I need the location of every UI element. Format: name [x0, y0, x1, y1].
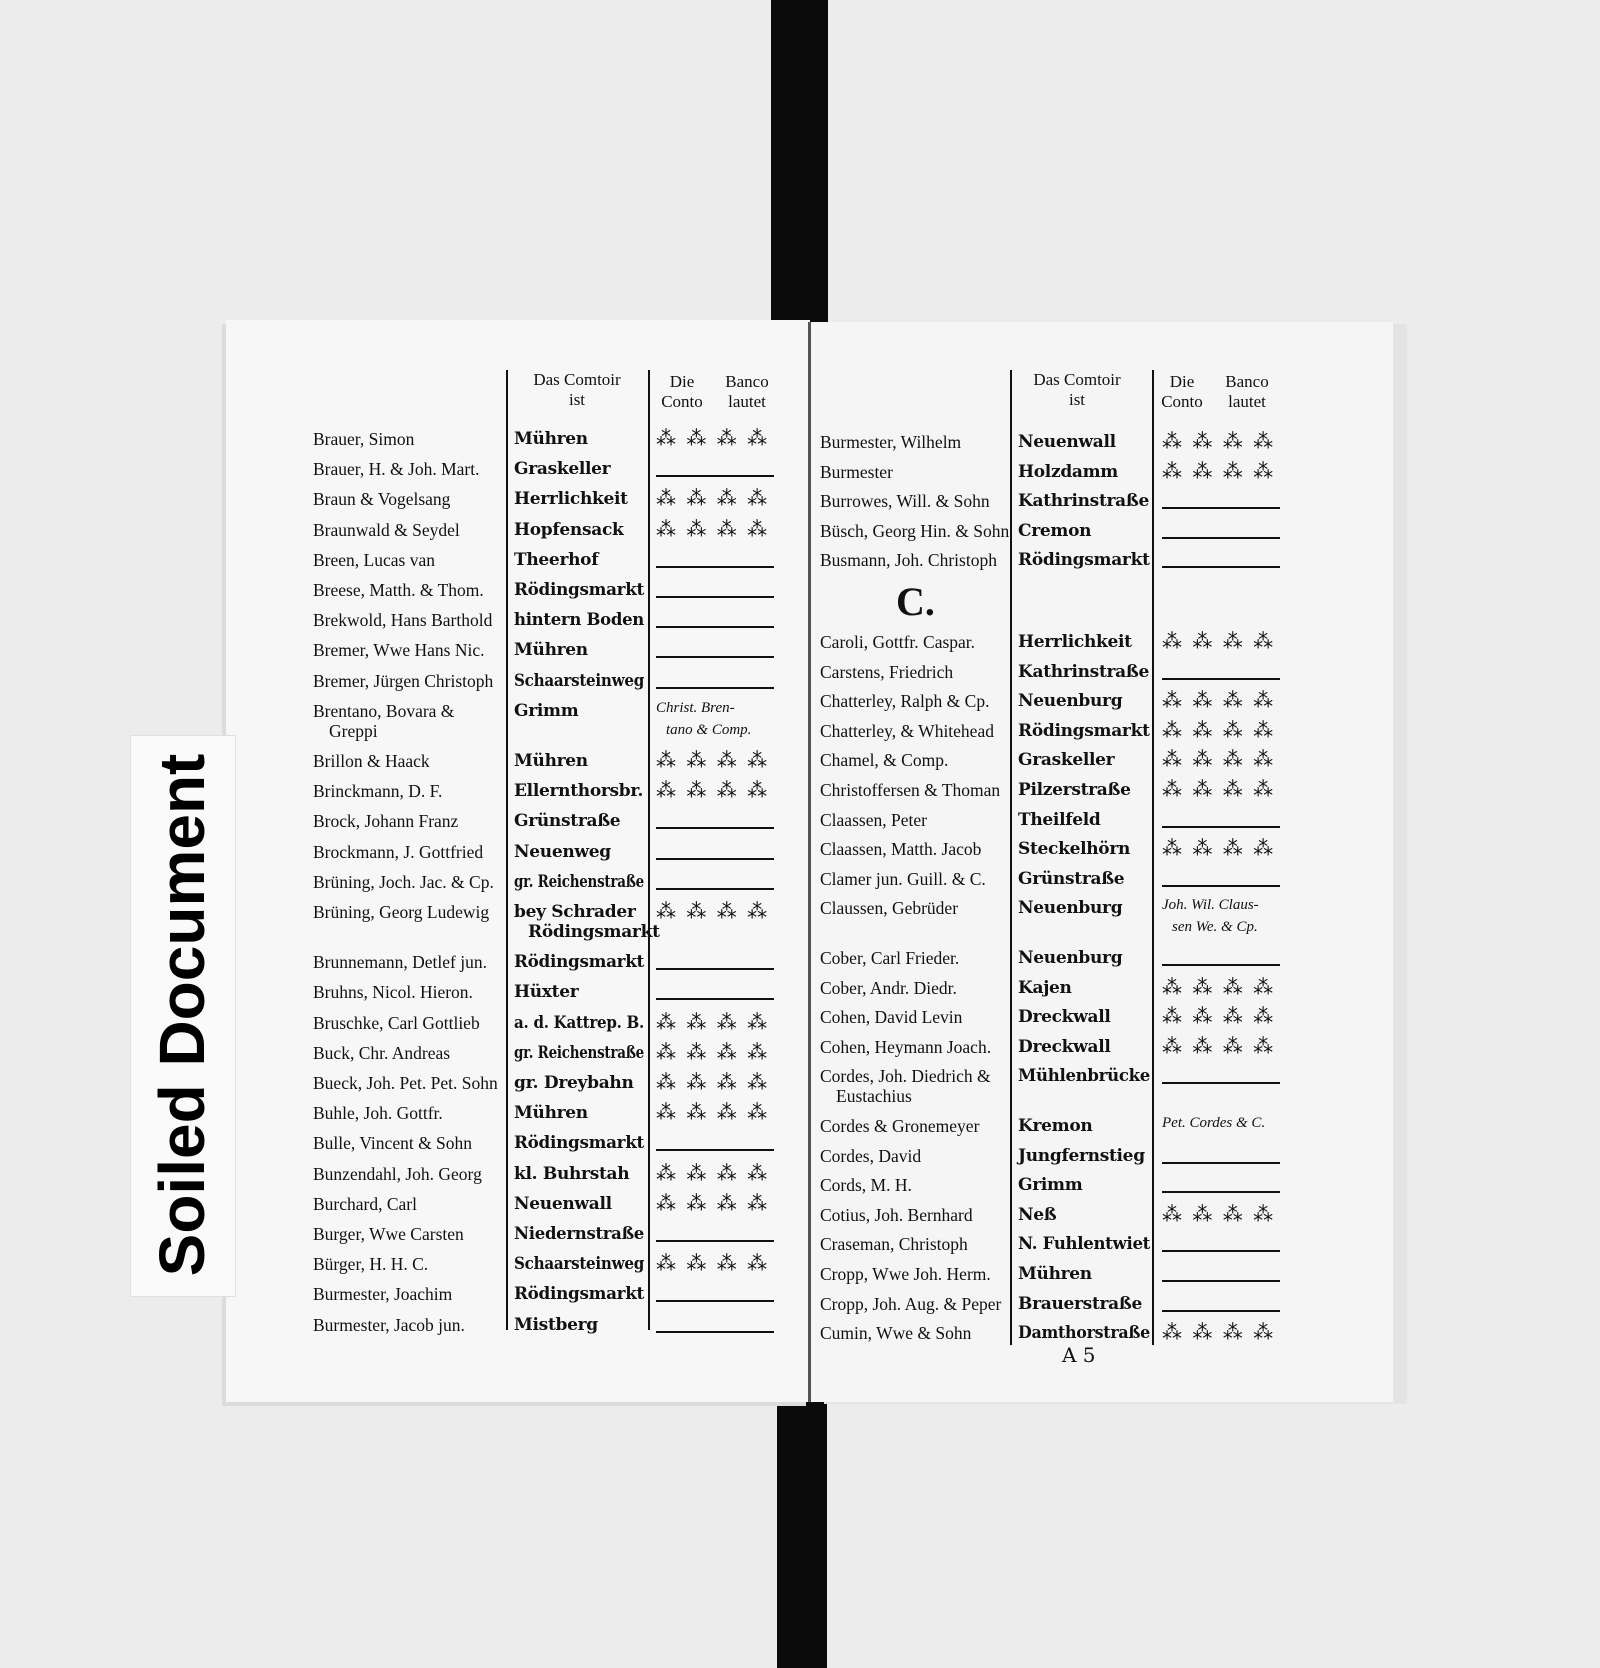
table-row — [313, 483, 786, 513]
comtoir-street: Steckelhörn — [1018, 839, 1131, 859]
header-lautet-label: lautet — [728, 392, 766, 411]
book-gutter — [808, 322, 811, 1402]
banco-dash — [1162, 566, 1280, 568]
merchant-name: Brauer, Simon — [313, 429, 415, 449]
merchant-name: Cordes & Gronemeyer — [820, 1116, 980, 1136]
header-die-label: Die — [669, 372, 695, 391]
comtoir-street: Hopfensack — [514, 520, 624, 540]
merchant-name: Brekwold, Hans Barthold — [313, 610, 493, 630]
comtoir-street: Herrlichkeit — [514, 489, 628, 509]
banco-asterisks: ⁂ ⁂ ⁂ ⁂ — [1162, 718, 1274, 742]
banco-asterisks: ⁂ ⁂ ⁂ ⁂ — [1162, 459, 1274, 483]
merchant-name: Chamel, & Comp. — [820, 750, 949, 770]
banco-dash — [1162, 537, 1280, 539]
banco-asterisks: ⁂ ⁂ ⁂ ⁂ — [1162, 429, 1274, 453]
table-row — [820, 426, 1292, 456]
merchant-name: Burmester, Joachim — [313, 1284, 453, 1304]
merchant-name: Braunwald & Seydel — [313, 520, 460, 540]
binding-strip-bottom — [777, 1400, 827, 1668]
banco-asterisks: ⁂ ⁂ ⁂ ⁂ — [656, 899, 768, 923]
table-row — [313, 805, 786, 835]
merchant-name: Claassen, Peter — [820, 810, 927, 830]
banco-asterisks: ⁂ ⁂ ⁂ ⁂ — [1162, 747, 1274, 771]
merchant-name: Brockmann, J. Gottfried — [313, 842, 484, 862]
comtoir-street: Cremon — [1018, 521, 1092, 541]
banco-asterisks: ⁂ ⁂ ⁂ ⁂ — [656, 1010, 768, 1034]
banco-dash — [1162, 1280, 1280, 1282]
comtoir-street: Mühlenbrücke — [1018, 1066, 1150, 1086]
comtoir-street: Mühren — [514, 640, 588, 660]
merchant-name: Brauer, H. & Joh. Mart. — [313, 459, 480, 479]
banco-dash — [656, 888, 774, 890]
table-row — [313, 745, 786, 775]
banco-note: Christ. Bren- — [656, 700, 735, 716]
merchant-name: Chatterley, & Whitehead — [820, 721, 994, 741]
banco-dash — [1162, 1250, 1280, 1252]
merchant-name: Brentano, Bovara & — [313, 701, 455, 721]
merchant-name: Burmester, Wilhelm — [820, 432, 962, 452]
banco-asterisks: ⁂ ⁂ ⁂ ⁂ — [1162, 777, 1274, 801]
merchant-name: Bueck, Joh. Pet. Pet. Sohn — [313, 1073, 498, 1093]
table-row — [313, 423, 786, 453]
merchant-name: Buck, Chr. Andreas — [313, 1043, 451, 1063]
comtoir-street: bey Schrader — [514, 902, 636, 922]
banco-dash — [1162, 678, 1280, 680]
comtoir-street: Mühren — [514, 429, 588, 449]
merchant-name: Burrowes, Will. & Sohn — [820, 491, 990, 511]
table-row — [820, 1031, 1292, 1061]
table-row — [820, 972, 1292, 1002]
banco-dash — [656, 1149, 774, 1151]
comtoir-street: Neß — [1018, 1205, 1057, 1225]
table-row — [820, 1288, 1292, 1318]
comtoir-street: Kajen — [1018, 978, 1072, 998]
banco-asterisks: ⁂ ⁂ ⁂ ⁂ — [1162, 836, 1274, 860]
merchant-name: Buhle, Joh. Gottfr. — [313, 1103, 443, 1123]
table-row — [313, 866, 786, 896]
banco-dash — [656, 998, 774, 1000]
banco-asterisks: ⁂ ⁂ ⁂ ⁂ — [656, 748, 768, 772]
banco-dash — [656, 1300, 774, 1302]
merchant-name: Cords, M. H. — [820, 1175, 912, 1195]
banco-dash — [1162, 826, 1280, 828]
comtoir-street: Jungfernstieg — [1018, 1146, 1145, 1166]
comtoir-street: Damthorstraße — [1018, 1323, 1150, 1343]
banco-dash — [656, 968, 774, 970]
banco-dash — [656, 1240, 774, 1242]
banco-asterisks: ⁂ ⁂ ⁂ ⁂ — [1162, 975, 1274, 999]
comtoir-street: Neuenburg — [1018, 948, 1123, 968]
banco-dash — [656, 596, 774, 598]
merchant-name: Cordes, David — [820, 1146, 922, 1166]
table-row — [820, 1317, 1292, 1347]
merchant-name: Breen, Lucas van — [313, 550, 435, 570]
table-row — [313, 665, 786, 695]
merchant-name: Chatterley, Ralph & Cp. — [820, 691, 990, 711]
banco-asterisks: ⁂ ⁂ ⁂ ⁂ — [656, 1191, 768, 1215]
header-comtoir-label: Das Comtoir — [533, 370, 621, 389]
merchant-name-continued: Eustachius — [836, 1086, 912, 1106]
header-comtoir-label: Das Comtoir — [1033, 370, 1121, 389]
comtoir-street: Graskeller — [1018, 750, 1115, 770]
banco-asterisks: ⁂ ⁂ ⁂ ⁂ — [656, 486, 768, 510]
comtoir-street: Grimm — [1018, 1175, 1083, 1195]
comtoir-street: Theerhof — [514, 550, 599, 570]
merchant-name: Bremer, Jürgen Christoph — [313, 671, 494, 691]
table-row — [820, 1199, 1292, 1229]
left-header-banco — [712, 372, 782, 412]
table-row — [820, 544, 1292, 574]
comtoir-street: Niedernstraße — [514, 1224, 644, 1244]
merchant-name: Claussen, Gebrüder — [820, 898, 959, 918]
section-letter-c: C. — [896, 579, 935, 624]
comtoir-street: a. d. Kattrep. B. — [514, 1013, 644, 1033]
comtoir-street: Theilfeld — [1018, 810, 1101, 830]
table-row — [313, 544, 786, 574]
merchant-name: Cohen, Heymann Joach. — [820, 1037, 992, 1057]
table-row — [313, 453, 786, 483]
comtoir-street: Neuenwall — [514, 1194, 612, 1214]
table-row — [820, 1001, 1292, 1031]
header-banco-label: Banco — [1225, 372, 1269, 391]
banco-asterisks: ⁂ ⁂ ⁂ ⁂ — [656, 426, 768, 450]
comtoir-street: Dreckwall — [1018, 1037, 1111, 1057]
merchant-name: Brillon & Haack — [313, 751, 430, 771]
table-row — [820, 626, 1292, 656]
comtoir-street: Rödingsmarkt — [514, 580, 644, 600]
banco-asterisks: ⁂ ⁂ ⁂ ⁂ — [1162, 629, 1274, 653]
table-row — [820, 744, 1292, 774]
merchant-name: Burger, Wwe Carsten — [313, 1224, 464, 1244]
table-row — [820, 892, 1292, 935]
table-row — [820, 942, 1292, 972]
merchant-name: Bürger, H. H. C. — [313, 1254, 429, 1274]
banco-asterisks: ⁂ ⁂ ⁂ ⁂ — [656, 1040, 768, 1064]
merchant-name: Bremer, Wwe Hans Nic. — [313, 640, 485, 660]
table-row — [820, 1169, 1292, 1199]
soiled-document-stamp: Soiled Document — [146, 753, 218, 1277]
table-row — [313, 1127, 786, 1157]
comtoir-street: Rödingsmarkt — [514, 1284, 644, 1304]
banco-dash — [1162, 1191, 1280, 1193]
banco-dash — [656, 858, 774, 860]
table-row — [313, 695, 786, 741]
table-row — [820, 774, 1292, 804]
merchant-name: Christoffersen & Thoman — [820, 780, 1001, 800]
banco-dash — [1162, 1162, 1280, 1164]
merchant-name: Brock, Johann Franz — [313, 811, 459, 831]
table-row — [313, 775, 786, 805]
merchant-name-continued: Greppi — [329, 721, 378, 741]
table-row — [820, 456, 1292, 486]
comtoir-street: Mühren — [514, 1103, 588, 1123]
banco-asterisks: ⁂ ⁂ ⁂ ⁂ — [1162, 1004, 1274, 1028]
header-ist-label: ist — [1068, 390, 1086, 409]
table-row — [820, 656, 1292, 686]
banco-dash — [656, 1331, 774, 1333]
table-row — [820, 804, 1292, 834]
comtoir-street: kl. Buhrstah — [514, 1164, 630, 1184]
comtoir-street: hintern Boden — [514, 610, 644, 630]
comtoir-street: Rödingsmarkt — [1018, 550, 1150, 570]
banco-dash — [656, 687, 774, 689]
table-row — [313, 514, 786, 544]
table-row — [313, 976, 786, 1006]
banco-dash — [656, 626, 774, 628]
header-die-label: Die — [1169, 372, 1195, 391]
banco-asterisks: ⁂ ⁂ ⁂ ⁂ — [656, 1070, 768, 1094]
comtoir-street: Grünstraße — [514, 811, 621, 831]
comtoir-street: gr. Reichenstraße — [514, 872, 644, 892]
comtoir-street: Neuenburg — [1018, 691, 1123, 711]
banco-dash — [656, 566, 774, 568]
banco-dash — [1162, 964, 1280, 966]
comtoir-street: Grünstraße — [1018, 869, 1125, 889]
table-row — [313, 604, 786, 634]
header-conto-label: Conto — [1161, 392, 1203, 411]
comtoir-street: Ellernthorsbr. — [514, 781, 644, 801]
comtoir-street: Dreckwall — [1018, 1007, 1111, 1027]
banco-dash — [656, 827, 774, 829]
comtoir-street: Mühren — [514, 751, 588, 771]
header-banco-label: Banco — [725, 372, 769, 391]
merchant-name: Cumin, Wwe & Sohn — [820, 1323, 972, 1343]
comtoir-street: Hüxter — [514, 982, 579, 1002]
banco-asterisks: ⁂ ⁂ ⁂ ⁂ — [1162, 688, 1274, 712]
table-row — [313, 1309, 786, 1339]
merchant-name: Claassen, Matth. Jacob — [820, 839, 982, 859]
comtoir-street: Pilzerstraße — [1018, 780, 1131, 800]
comtoir-street: Mistberg — [514, 1315, 598, 1335]
table-row — [313, 946, 786, 976]
comtoir-street: Rödingsmarkt — [514, 952, 644, 972]
banco-asterisks: ⁂ ⁂ ⁂ ⁂ — [656, 1251, 768, 1275]
comtoir-street: N. Fuhlentwiet — [1018, 1234, 1150, 1254]
banco-asterisks: ⁂ ⁂ ⁂ ⁂ — [656, 517, 768, 541]
table-row — [820, 485, 1292, 515]
table-row — [313, 1248, 786, 1278]
table-row — [313, 1218, 786, 1248]
table-row — [313, 1007, 786, 1037]
comtoir-street: Kathrinstraße — [1018, 491, 1150, 511]
merchant-name: Braun & Vogelsang — [313, 489, 451, 509]
right-header-comtoir — [1012, 370, 1142, 410]
banco-asterisks: ⁂ ⁂ ⁂ ⁂ — [656, 1161, 768, 1185]
merchant-name: Caroli, Gottfr. Caspar. — [820, 632, 976, 652]
table-row — [313, 836, 786, 866]
comtoir-street: gr. Dreybahn — [514, 1073, 634, 1093]
banco-note-continued: tano & Comp. — [666, 722, 752, 738]
table-row — [820, 1060, 1292, 1106]
merchant-name: Cotius, Joh. Bernhard — [820, 1205, 973, 1225]
merchant-name: Cropp, Joh. Aug. & Peper — [820, 1294, 1002, 1314]
merchant-name: Bruhns, Nicol. Hieron. — [313, 982, 473, 1002]
comtoir-street: Neuenweg — [514, 842, 611, 862]
merchant-name: Breese, Matth. & Thom. — [313, 580, 484, 600]
right-header-conto — [1152, 372, 1212, 412]
table-row — [313, 574, 786, 604]
banco-note-continued: sen We. & Cp. — [1172, 919, 1258, 935]
merchant-name: Burmester — [820, 462, 893, 482]
banco-note: Pet. Cordes & C. — [1162, 1115, 1266, 1131]
comtoir-street: Rödingsmarkt — [1018, 721, 1150, 741]
header-lautet-label: lautet — [1228, 392, 1266, 411]
table-row — [820, 1140, 1292, 1170]
table-row — [313, 1158, 786, 1188]
banco-dash — [1162, 885, 1280, 887]
comtoir-street: Grimm — [514, 701, 579, 721]
merchant-name: Carstens, Friedrich — [820, 662, 954, 682]
merchant-name: Cober, Andr. Diedr. — [820, 978, 957, 998]
page-folio: A 5 — [1062, 1343, 1096, 1367]
merchant-name: Cropp, Wwe Joh. Herm. — [820, 1264, 991, 1284]
table-row — [313, 634, 786, 664]
comtoir-street: Kathrinstraße — [1018, 662, 1150, 682]
table-row — [820, 1110, 1292, 1140]
table-row — [313, 1037, 786, 1067]
comtoir-street: Holzdamm — [1018, 462, 1118, 482]
table-row — [313, 1097, 786, 1127]
banco-dash — [656, 475, 774, 477]
header-ist-label: ist — [568, 390, 586, 409]
table-row — [820, 833, 1292, 863]
comtoir-street: Schaarsteinweg — [514, 671, 644, 691]
table-row — [820, 1228, 1292, 1258]
table-row — [313, 1188, 786, 1218]
right-header-banco — [1212, 372, 1282, 412]
table-row — [820, 715, 1292, 745]
comtoir-street: Kremon — [1018, 1116, 1093, 1136]
left-header-conto — [652, 372, 712, 412]
comtoir-street: Schaarsteinweg — [514, 1254, 644, 1274]
merchant-name: Burmester, Jacob jun. — [313, 1315, 465, 1335]
merchant-name: Brüning, Joch. Jac. & Cp. — [313, 872, 494, 892]
banco-asterisks: ⁂ ⁂ ⁂ ⁂ — [1162, 1034, 1274, 1058]
banco-dash — [1162, 1310, 1280, 1312]
header-conto-label: Conto — [661, 392, 703, 411]
merchant-name: Burchard, Carl — [313, 1194, 417, 1214]
merchant-name: Clamer jun. Guill. & C. — [820, 869, 986, 889]
merchant-name: Bunzendahl, Joh. Georg — [313, 1164, 482, 1184]
merchant-name: Busmann, Joh. Christoph — [820, 550, 997, 570]
table-row — [820, 1258, 1292, 1288]
comtoir-street: Neuenwall — [1018, 432, 1116, 452]
merchant-name: Brinckmann, D. F. — [313, 781, 443, 801]
table-row — [820, 685, 1292, 715]
banco-dash — [1162, 1082, 1280, 1084]
comtoir-street: Herrlichkeit — [1018, 632, 1132, 652]
banco-note: Joh. Wil. Claus- — [1162, 897, 1259, 913]
merchant-name: Bulle, Vincent & Sohn — [313, 1133, 473, 1153]
banco-asterisks: ⁂ ⁂ ⁂ ⁂ — [656, 1100, 768, 1124]
table-row — [820, 863, 1292, 893]
merchant-name: Cordes, Joh. Diedrich & — [820, 1066, 991, 1086]
merchant-name: Craseman, Christoph — [820, 1234, 968, 1254]
banco-asterisks: ⁂ ⁂ ⁂ ⁂ — [656, 778, 768, 802]
merchant-name: Bruschke, Carl Gottlieb — [313, 1013, 480, 1033]
merchant-name: Cober, Carl Frieder. — [820, 948, 960, 968]
comtoir-street: Rödingsmarkt — [514, 1133, 644, 1153]
banco-asterisks: ⁂ ⁂ ⁂ ⁂ — [1162, 1320, 1274, 1344]
comtoir-street: Mühren — [1018, 1264, 1092, 1284]
binding-strip-top — [771, 0, 828, 322]
table-row — [313, 896, 786, 942]
merchant-name: Cohen, David Levin — [820, 1007, 963, 1027]
comtoir-street: gr. Reichenstraße — [514, 1043, 644, 1063]
comtoir-street: Graskeller — [514, 459, 611, 479]
merchant-name: Brunnemann, Detlef jun. — [313, 952, 487, 972]
banco-dash — [1162, 507, 1280, 509]
left-header-comtoir — [512, 370, 642, 410]
table-row — [313, 1067, 786, 1097]
banco-asterisks: ⁂ ⁂ ⁂ ⁂ — [1162, 1202, 1274, 1226]
comtoir-street-continued: Rödingsmarkt — [528, 922, 660, 942]
table-row — [820, 515, 1292, 545]
merchant-name: Büsch, Georg Hin. & Sohn — [820, 521, 1010, 541]
table-row — [313, 1278, 786, 1308]
merchant-name: Brüning, Georg Ludewig — [313, 902, 490, 922]
comtoir-street: Neuenburg — [1018, 898, 1123, 918]
banco-dash — [656, 656, 774, 658]
comtoir-street: Brauerstraße — [1018, 1294, 1142, 1314]
